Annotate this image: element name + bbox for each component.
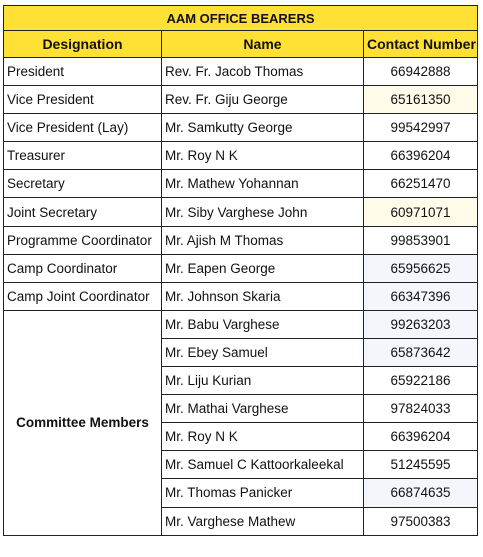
table-row [4,310,478,338]
table-row [4,170,478,198]
name-cell: Mr. Ajish M Thomas [162,226,364,254]
contact-cell: 66396204 [364,142,478,170]
header-row [4,31,478,58]
name-cell: Mr. Mathew Yohannan [162,170,364,198]
office-bearers-table [3,5,478,536]
designation-cell: Vice President (Lay) [4,114,162,142]
designation-cell: Vice President [4,86,162,114]
table-row [4,282,478,310]
header-contact-number: Contact Number [364,31,478,58]
contact-cell: 66396204 [364,423,478,451]
contact-cell: 65922186 [364,367,478,395]
contact-cell: 66347396 [364,282,478,310]
contact-cell: 66942888 [364,58,478,86]
designation-cell: Camp Coordinator [4,254,162,282]
name-cell: Mr. Eapen George [162,254,364,282]
contact-cell: 60971071 [364,198,478,226]
contact-cell: 66874635 [364,479,478,507]
name-cell: Mr. Mathai Varghese [162,395,364,423]
table-row [4,198,478,226]
name-cell: Mr. Samkutty George [162,114,364,142]
name-cell: Mr. Babu Varghese [162,310,364,338]
designation-cell: Treasurer [4,142,162,170]
table-row [4,226,478,254]
name-cell: Mr. Thomas Panicker [162,479,364,507]
name-cell: Mr. Siby Varghese John [162,198,364,226]
table-row [4,58,478,86]
name-cell: Mr. Roy N K [162,142,364,170]
table-title: AAM OFFICE BEARERS [4,6,478,31]
office-bearers-table-container [3,5,477,536]
name-cell: Mr. Liju Kurian [162,367,364,395]
designation-cell: President [4,58,162,86]
contact-cell: 99542997 [364,114,478,142]
contact-cell: 66251470 [364,170,478,198]
contact-cell: 99853901 [364,226,478,254]
header-name: Name [162,31,364,58]
name-cell: Rev. Fr. Giju George [162,86,364,114]
contact-cell: 65873642 [364,338,478,366]
name-cell: Mr. Samuel C Kattoorkaleekal [162,451,364,479]
contact-cell: 97824033 [364,395,478,423]
name-cell: Mr. Varghese Mathew [162,507,364,535]
name-cell: Rev. Fr. Jacob Thomas [162,58,364,86]
contact-cell: 65161350 [364,86,478,114]
name-cell: Mr. Roy N K [162,423,364,451]
contact-cell: 97500383 [364,507,478,535]
contact-cell: 99263203 [364,310,478,338]
contact-cell: 65956625 [364,254,478,282]
name-cell: Mr. Ebey Samuel [162,338,364,366]
table-row [4,254,478,282]
committee-members-label: Committee Members [4,310,162,535]
name-cell: Mr. Johnson Skaria [162,282,364,310]
designation-cell: Camp Joint Coordinator [4,282,162,310]
table-row [4,142,478,170]
contact-cell: 51245595 [364,451,478,479]
designation-cell: Secretary [4,170,162,198]
designation-cell: Programme Coordinator [4,226,162,254]
table-row [4,114,478,142]
designation-cell: Joint Secretary [4,198,162,226]
header-designation: Designation [4,31,162,58]
table-title-row [4,6,478,31]
table-row [4,86,478,114]
